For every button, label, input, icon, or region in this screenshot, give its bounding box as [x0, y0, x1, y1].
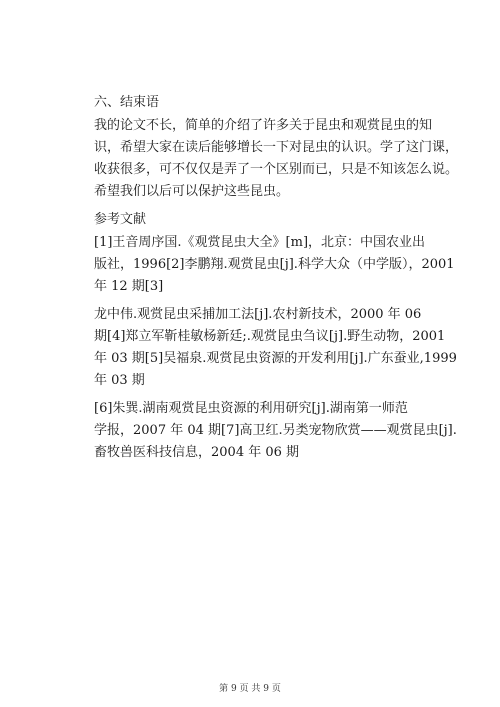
reference-line: 畜牧兽医科技信息，2004 年 06 期 — [94, 445, 300, 460]
conclusion-line: 识，希望大家在读后能够增长一下对昆虫的认识。学了这门课， — [94, 140, 459, 155]
reference-line: 期[4]郑立军靳桂敏杨新廷;.观赏昆虫刍议[j].野生动物，2001 — [94, 329, 446, 344]
reference-line: 年 03 期 — [94, 373, 145, 388]
reference-line: 年 12 期[3] — [94, 279, 164, 294]
conclusion-line: 收获很多，可不仅仅是弄了一个区别而已，只是不知该怎么说。 — [94, 162, 459, 177]
reference-line: [6]朱巽.湖南观赏昆虫资源的利用研究[j].湖南第一师范 — [94, 401, 408, 416]
page-footer: 第 9 页 共 9 页 — [219, 684, 281, 694]
reference-block — [94, 232, 455, 298]
reference-block — [94, 398, 457, 464]
reference-line: 学报，2007 年 04 期[7]高卫红.另类宠物欣赏——观赏昆虫[j]. — [94, 423, 457, 438]
reference-line: [1]王音周序国.《观赏昆虫大全》[m]，北京：中国农业出 — [94, 235, 426, 250]
conclusion-paragraph — [94, 115, 459, 203]
page-content — [94, 90, 459, 464]
reference-line: 龙中伟.观赏昆虫采捕加工法[j].农村新技术，2000 年 06 — [94, 307, 422, 322]
reference-line: 年 03 期[5]吴福泉.观赏昆虫资源的开发利用[j].广东蚕业,1999 — [94, 351, 457, 366]
references-heading: 参考文献 — [94, 212, 147, 227]
conclusion-line: 希望我们以后可以保护这些昆虫。 — [94, 184, 290, 199]
conclusion-line: 我的论文不长，简单的介绍了许多关于昆虫和观赏昆虫的知 — [94, 118, 433, 133]
reference-line: 版社，1996[2]李鹏翔.观赏昆虫[j].科学大众（中学版），2001 — [94, 257, 455, 272]
reference-block — [94, 304, 457, 392]
section-heading: 六、结束语 — [94, 95, 160, 110]
